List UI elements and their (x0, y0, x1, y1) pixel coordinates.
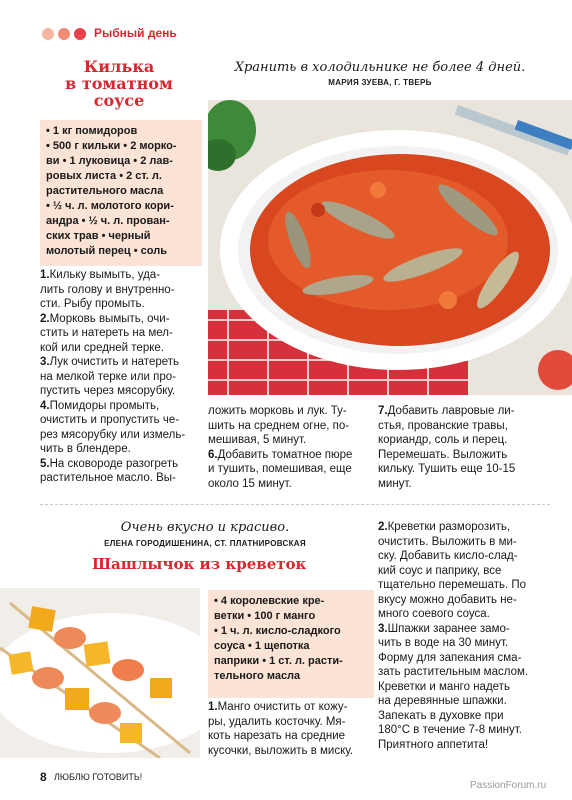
step-text: Добавить томатное пюре (217, 448, 353, 461)
step-line (378, 578, 550, 593)
step-number: 5. (40, 457, 50, 470)
step-line (40, 370, 205, 385)
step-line (378, 665, 550, 680)
step-number: 6. (208, 448, 218, 461)
step-text: коть нарезать на средние (208, 730, 346, 742)
step-text: Морковь вымыть, очи- (49, 312, 170, 325)
recipe1-steps-col2 (208, 404, 373, 491)
step-line (208, 404, 373, 419)
section-dots (42, 28, 86, 40)
decor-dot (74, 28, 86, 40)
step-line (378, 433, 550, 448)
step-text: Форму для запекания сма- (378, 651, 522, 664)
step-text: На сковороде разогреть (49, 457, 179, 470)
recipe1-author: МАРИЯ ЗУЕВА, Г. ТВЕРЬ (328, 78, 432, 87)
recipe2-photo (0, 588, 200, 758)
ingredient-line: андра • ½ ч. л. прован- (46, 215, 170, 227)
step-line (208, 477, 373, 492)
step-text: вкусу можно добавить не- (378, 593, 517, 606)
step-text: мешивая, 5 минут. (208, 434, 307, 446)
step-line (40, 471, 205, 486)
step-text: кориандр, соль и перец. (378, 434, 508, 446)
ingredient-line: паприки • 1 ст. л. расти- (214, 655, 343, 667)
step-text: кильку. Тушить еще 10-15 (378, 463, 516, 475)
step-line (378, 419, 550, 434)
step-line (378, 694, 550, 709)
recipe2-author: ЕЛЕНА ГОРОДИШЕНИНА, СТ. ПЛАТНИРОВСКАЯ (104, 539, 306, 548)
step-text: сти. Рыбу промыть. (40, 298, 145, 310)
step-number: 3. (378, 622, 388, 635)
step-line (378, 520, 550, 535)
step-line (378, 593, 550, 608)
step-line (40, 442, 205, 457)
step-line (208, 715, 373, 730)
step-text: на деревянные шпажки. (378, 695, 507, 707)
step-text: Добавить лавровые ли- (387, 405, 515, 417)
section-divider (40, 504, 550, 505)
step-line (208, 448, 373, 463)
step-text: стья, прованские травы, (378, 419, 508, 432)
recipe1-quote: Хранить в холодильнике не более 4 дней. (234, 60, 526, 75)
recipe2-quote: Очень вкусно и красиво. (120, 520, 290, 535)
step-text: чить в воде на 30 минут. (378, 637, 509, 649)
ingredient-line: ских трав • черный (46, 230, 151, 242)
step-text: минут. (378, 477, 412, 490)
step-line (378, 709, 550, 724)
step-text: ложить морковь и лук. Ту- (208, 405, 347, 417)
step-line (208, 462, 373, 477)
step-line (378, 404, 550, 419)
step-text: тщательно перемешать. По (378, 579, 527, 591)
step-line (208, 729, 373, 744)
step-text: 180°С в течение 7-8 минут. (378, 724, 522, 736)
step-line (378, 738, 550, 753)
recipe1-steps-col3 (378, 404, 550, 491)
ingredient-line: ветки • 100 г манго (214, 610, 316, 622)
section-label: Рыбный день (94, 26, 177, 40)
step-line (378, 448, 550, 463)
step-line (40, 326, 205, 341)
step-text: кой или средней терке. (40, 341, 164, 354)
step-text: Кильку вымыть, уда- (49, 269, 161, 281)
step-line (378, 651, 550, 666)
step-number: 7. (378, 405, 388, 417)
step-text: и тушить, помешивая, еще (208, 463, 352, 475)
step-number: 4. (40, 399, 50, 412)
step-text: ску. Добавить кисло-слад- (378, 550, 518, 562)
step-text: чить в блендере. (40, 443, 131, 455)
step-line (40, 413, 205, 428)
step-line (40, 268, 205, 283)
ingredient-line: растительного масла (46, 185, 164, 197)
step-text: рез мясорубку или измель- (40, 428, 186, 441)
step-text: пустить через мясорубку. (40, 385, 176, 397)
recipe1-title-line: соусе (93, 91, 145, 110)
decor-dot (42, 28, 54, 40)
step-line (208, 419, 373, 434)
step-text: около 15 минут. (208, 477, 292, 490)
ingredient-line: соуса • 1 щепотка (214, 640, 310, 652)
recipe1-title-line: в томатном (65, 74, 173, 93)
recipe2-steps-col1 (208, 700, 373, 758)
step-line (40, 428, 205, 443)
step-number: 1. (208, 701, 218, 713)
step-line (208, 744, 373, 759)
shrimp-skewers-illustration (0, 588, 200, 758)
step-line (40, 312, 205, 327)
step-text: ры, удалить косточку. Мя- (208, 715, 346, 728)
recipe1-photo (208, 100, 572, 395)
magazine-name: ЛЮБЛЮ ГОТОВИТЬ! (54, 772, 143, 782)
recipe1-title-line: Килька (83, 57, 155, 76)
ingredient-line: тельного масла (214, 670, 301, 682)
step-text: Креветки и манго надеть (378, 680, 510, 693)
step-text: Запекать в духовке при (378, 709, 504, 722)
step-number: 1. (40, 269, 50, 281)
ingredient-line: ви • 1 луковица • 2 лав- (46, 155, 173, 167)
step-text: растительное масло. Вы- (40, 472, 176, 484)
step-line (378, 477, 550, 492)
step-text: шить на среднем огне, по- (208, 419, 350, 432)
decor-dot (58, 28, 70, 40)
recipe1-title (40, 58, 198, 109)
step-line (378, 549, 550, 564)
step-line (378, 462, 550, 477)
step-line (40, 283, 205, 298)
step-text: очистить. Выложить в ми- (378, 535, 517, 548)
step-line (40, 384, 205, 399)
step-text: лить голову и внутренно- (40, 283, 175, 296)
step-line (378, 680, 550, 695)
step-line (378, 636, 550, 651)
step-line (40, 341, 205, 356)
step-line (208, 700, 373, 715)
ingredient-line: молотый перец • соль (46, 245, 167, 257)
ingredient-line: • 1 ч. л. кисло-сладкого (214, 625, 341, 637)
step-text: Приятного аппетита! (378, 738, 489, 751)
step-line (40, 297, 205, 312)
step-line (40, 399, 205, 414)
step-line (378, 622, 550, 637)
step-text: Лук очистить и натереть (49, 356, 180, 368)
step-text: Помидоры промыть, (49, 399, 160, 412)
recipe2-steps-col2 (378, 520, 550, 752)
step-text: кий соус и паприку, все (378, 564, 502, 577)
step-line (378, 723, 550, 738)
step-text: много соевого соуса. (378, 608, 490, 620)
step-line (208, 433, 373, 448)
step-line (40, 457, 205, 472)
step-text: кусочки, выложить в миску. (208, 744, 354, 757)
ingredient-line: • 500 г кильки • 2 морко- (46, 140, 177, 152)
watermark: PassionForum.ru (470, 780, 547, 791)
step-text: зать растительным маслом. (378, 666, 529, 678)
step-line (378, 607, 550, 622)
step-number: 2. (40, 312, 50, 325)
step-line (40, 355, 205, 370)
recipe2-title: Шашлычок из креветок (92, 555, 307, 573)
page-number: 8 (40, 770, 47, 784)
step-number: 3. (40, 356, 50, 368)
step-text: Перемешать. Выложить (378, 448, 508, 461)
step-text: Шпажки заранее замо- (387, 622, 510, 635)
step-number: 2. (378, 521, 388, 533)
step-text: Манго очистить от кожу- (217, 701, 348, 713)
step-line (378, 535, 550, 550)
step-text: очистить и пропустить че- (40, 414, 180, 426)
ingredient-line: ровых листа • 2 ст. л. (46, 170, 162, 182)
recipe1-steps-col1 (40, 268, 205, 486)
ingredient-line: • 4 королевские кре- (214, 595, 325, 607)
ingredient-line: • ½ ч. л. молотого кори- (46, 200, 174, 212)
sprats-dish-illustration (208, 100, 572, 395)
recipe2-ingredients (208, 590, 374, 698)
step-text: стить и натереть на мел- (40, 327, 173, 339)
step-text: Креветки разморозить, (387, 521, 511, 533)
recipe1-ingredients (40, 120, 202, 266)
step-text: на мелкой терке или про- (40, 370, 177, 383)
step-line (378, 564, 550, 579)
ingredient-line: • 1 кг помидоров (46, 125, 138, 137)
